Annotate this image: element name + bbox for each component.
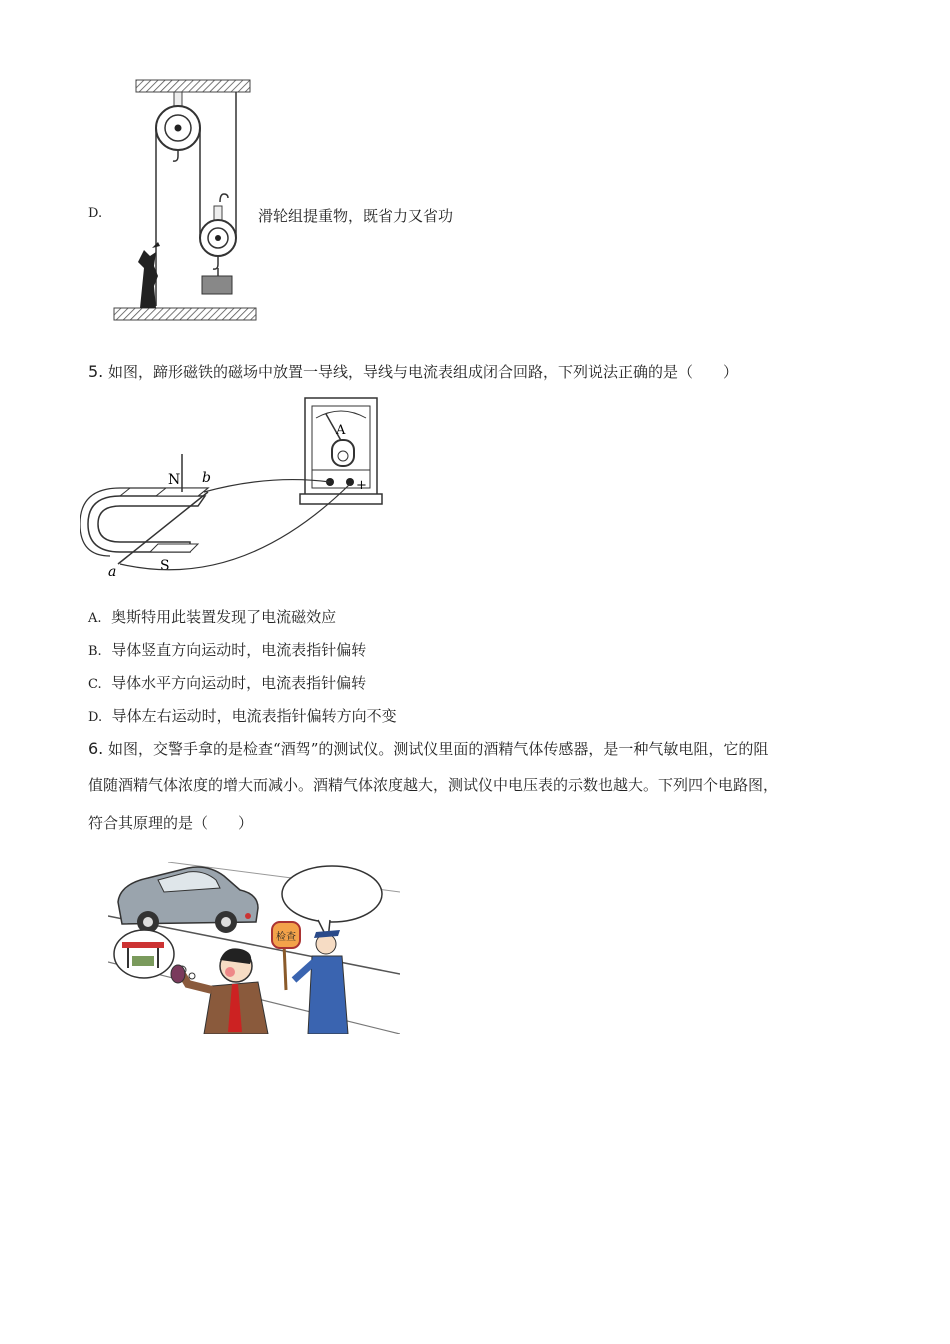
q5-option-a-letter: A.: [88, 611, 102, 626]
question-5-number: 5.: [88, 362, 104, 381]
question-6-text-1: 如图，交警手拿的是检查“酒驾”的测试仪。测试仪里面的酒精气体传感器，是一种气敏电阻，它的阻: [108, 740, 769, 758]
q5-option-b-letter: B.: [88, 644, 102, 659]
q5-option-d-text: 导体左右运动时，电流表指针偏转方向不变: [111, 707, 397, 725]
q5-option-b-text: 导体竖直方向运动时，电流表指针偏转: [111, 641, 367, 659]
police-sign-text: 检查: [276, 932, 296, 943]
conductor-end-a-label: a: [108, 564, 117, 580]
option-d-letter: D.: [88, 206, 103, 221]
q5-option-d[interactable]: [88, 705, 397, 726]
q5-option-c-letter: C.: [88, 677, 102, 692]
traffic-police-cartoon: [108, 862, 400, 1034]
option-d-text: 滑轮组提重物，既省力又省功: [258, 207, 454, 225]
q5-option-a[interactable]: [88, 606, 336, 627]
q5-option-c-text: 导体水平方向运动时，电流表指针偏转: [111, 674, 367, 692]
question-6-line-3: 符合其原理的是（ ）: [88, 814, 254, 832]
magnet-ammeter-figure: [80, 392, 390, 580]
south-pole-label: S: [160, 558, 170, 574]
question-6-line-2: 值随酒精气体浓度的增大而减小。酒精气体浓度越大，测试仪中电压表的示数也越大。下列四个电路图，: [88, 776, 779, 794]
q5-option-d-letter: D.: [88, 710, 103, 725]
question-6-number: 6.: [88, 739, 104, 758]
question-5-stem: [88, 354, 738, 390]
ammeter-label: A: [336, 423, 346, 438]
q5-option-b[interactable]: [88, 639, 366, 660]
plus-terminal-label: +: [356, 478, 367, 493]
conductor-end-b-label: b: [202, 470, 211, 486]
pulley-system-figure: [110, 78, 260, 326]
q5-option-a-text: 奥斯特用此装置发现了电流磁效应: [111, 608, 337, 626]
q5-option-c[interactable]: [88, 672, 366, 693]
question-6-line-1: [88, 731, 768, 767]
north-pole-label: N: [168, 472, 181, 488]
question-5-text: 如图，蹄形磁铁的磁场中放置一导线，导线与电流表组成闭合回路，下列说法正确的是（ ）: [108, 363, 739, 381]
